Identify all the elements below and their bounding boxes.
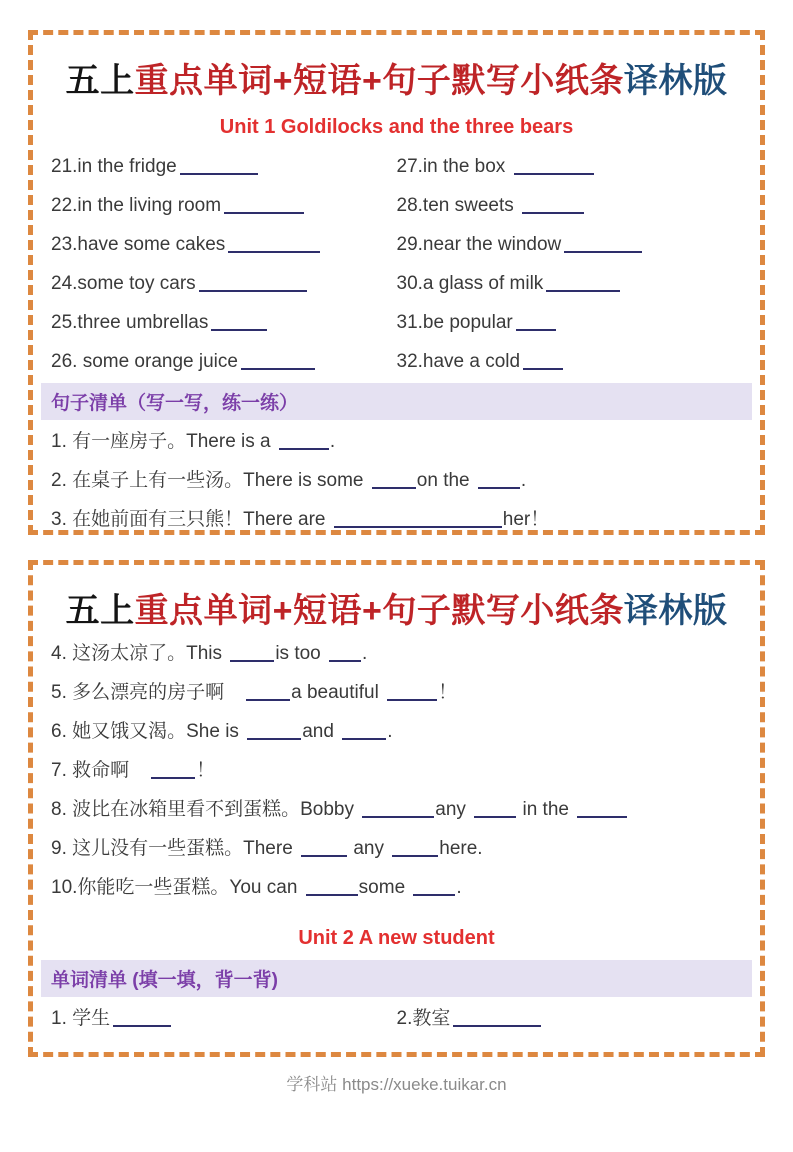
word-section-band: 单词清单 (填一填，背一背) <box>41 960 752 997</box>
footer-credit <box>0 1070 793 1095</box>
fill-in-blank <box>306 881 358 896</box>
title-edition: 译林版 <box>623 592 728 630</box>
word-item <box>51 186 397 225</box>
unit-1-heading: Unit 1 Goldilocks and the three bears <box>219 116 574 138</box>
site-url[interactable]: https://xueke.tuikar.cn <box>342 1075 507 1094</box>
fill-in-blank <box>577 803 627 818</box>
item-label: 2.教室 <box>396 1008 451 1029</box>
site-name: 学科站 <box>286 1075 338 1094</box>
sentence-text: 5. 多么漂亮的房子啊 <box>51 682 244 703</box>
word-item <box>51 225 397 264</box>
word-item <box>51 342 397 381</box>
title-grade: 五上 <box>65 592 135 630</box>
sentence-list <box>51 634 742 907</box>
item-label: 32.have a cold <box>396 351 521 372</box>
sentence-item <box>51 422 742 461</box>
word-item <box>397 999 743 1038</box>
word-item <box>397 264 743 303</box>
fill-in-blank <box>474 803 516 818</box>
sentence-text: in the <box>517 799 575 820</box>
fill-in-blank <box>342 725 386 740</box>
word-item <box>397 147 743 186</box>
fill-in-blank <box>279 435 329 450</box>
sentence-item <box>51 829 742 868</box>
sentence-text: 6. 她又饿又渴。She is <box>51 721 245 742</box>
item-label: 22.in the living room <box>51 195 222 216</box>
fill-in-blank <box>180 160 258 175</box>
sentence-item <box>51 461 742 500</box>
word-item <box>51 147 397 186</box>
item-label: 28.ten sweets <box>396 195 520 216</box>
title-main: 重点单词+短语+句子默写小纸条 <box>134 62 624 100</box>
fill-in-blank <box>334 513 502 528</box>
worksheet-title <box>51 53 742 102</box>
worksheet-title <box>51 583 742 632</box>
fill-in-blank <box>211 316 267 331</box>
fill-in-blank <box>453 1012 541 1027</box>
sentence-text: ！ <box>438 682 458 703</box>
sentence-text: here. <box>439 838 483 859</box>
fill-in-blank <box>516 316 556 331</box>
sentence-text: 7. 救命啊 <box>51 760 149 781</box>
item-label: 29.near the window <box>396 234 562 255</box>
sentence-list <box>51 422 742 535</box>
sentence-text: . <box>456 877 462 898</box>
sentence-text: any <box>435 799 472 820</box>
sentence-item <box>51 790 742 829</box>
fill-in-blank <box>514 160 594 175</box>
fill-in-blank <box>546 277 620 292</box>
item-label: 1. 学生 <box>51 1008 111 1029</box>
sentence-item <box>51 868 742 907</box>
item-label: 21.in the fridge <box>51 156 177 177</box>
word-item <box>51 303 397 342</box>
word-item <box>397 303 743 342</box>
sentence-item <box>51 673 742 712</box>
fill-in-blank <box>241 355 315 370</box>
fill-in-blank <box>564 238 642 253</box>
fill-in-blank <box>392 842 438 857</box>
title-grade: 五上 <box>65 62 135 100</box>
title-main: 重点单词+短语+句子默写小纸条 <box>134 592 624 630</box>
sentence-item <box>51 634 742 673</box>
sentence-text: 2. 在桌子上有一些汤。There is some <box>51 470 369 491</box>
sentence-item <box>51 712 742 751</box>
fill-in-blank <box>372 474 416 489</box>
sentence-text: 4. 这汤太凉了。This <box>51 643 228 664</box>
sentence-text: any <box>348 838 390 859</box>
sentence-text: 8. 波比在冰箱里看不到蛋糕。Bobby <box>51 799 360 820</box>
sentence-text: 1. 有一座房子。There is a <box>51 431 276 452</box>
sentence-text: . <box>329 431 336 452</box>
fill-in-blank <box>113 1012 171 1027</box>
unit-2-heading: Unit 2 A new student <box>298 927 495 949</box>
fill-in-blank <box>362 803 434 818</box>
sentence-text: on the <box>416 470 475 491</box>
word-list <box>51 999 742 1038</box>
sentence-text: and <box>302 721 340 742</box>
fill-in-blank <box>478 474 520 489</box>
fill-in-blank <box>247 725 301 740</box>
worksheet-card-1 <box>28 30 765 535</box>
fill-in-blank <box>329 647 361 662</box>
word-item <box>397 186 743 225</box>
fill-in-blank <box>387 686 437 701</box>
item-label: 23.have some cakes <box>51 234 226 255</box>
sentence-text: is too <box>275 643 327 664</box>
word-item <box>397 225 743 264</box>
worksheet-card-2 <box>28 560 765 1057</box>
sentence-text: her！ <box>502 509 550 530</box>
fill-in-blank <box>151 764 195 779</box>
fill-in-blank <box>523 355 563 370</box>
fill-in-blank <box>301 842 347 857</box>
word-item <box>51 264 397 303</box>
sentence-text: . <box>362 643 368 664</box>
sentence-text: some <box>358 877 411 898</box>
sentence-text: . <box>520 470 527 491</box>
item-label: 24.some toy cars <box>51 273 196 294</box>
fill-in-blank <box>228 238 320 253</box>
item-label: 25.three umbrellas <box>51 312 209 333</box>
fill-in-blank <box>413 881 455 896</box>
sentence-item <box>51 751 742 790</box>
fill-in-blank <box>230 647 274 662</box>
title-edition: 译林版 <box>623 62 728 100</box>
sentence-text: ！ <box>196 760 216 781</box>
fill-in-blank <box>199 277 307 292</box>
word-item <box>51 999 397 1038</box>
sentence-text: a beautiful <box>291 682 385 703</box>
item-label: 31.be popular <box>396 312 513 333</box>
sentence-text: . <box>387 721 393 742</box>
fill-in-blank <box>522 199 584 214</box>
sentence-text: 3. 在她前面有三只熊！There are <box>51 509 331 530</box>
sentence-text: 10.你能吃一些蛋糕。You can <box>51 877 303 898</box>
item-label: 30.a glass of milk <box>396 273 544 294</box>
phrase-list <box>51 147 742 381</box>
word-item <box>397 342 743 381</box>
item-label: 27.in the box <box>396 156 511 177</box>
fill-in-blank <box>224 199 304 214</box>
sentence-text: 9. 这儿没有一些蛋糕。There <box>51 838 299 859</box>
fill-in-blank <box>246 686 290 701</box>
item-label: 26. some orange juice <box>51 351 238 372</box>
sentence-section-band: 句子清单（写一写，练一练） <box>41 383 752 420</box>
sentence-item <box>51 500 742 535</box>
